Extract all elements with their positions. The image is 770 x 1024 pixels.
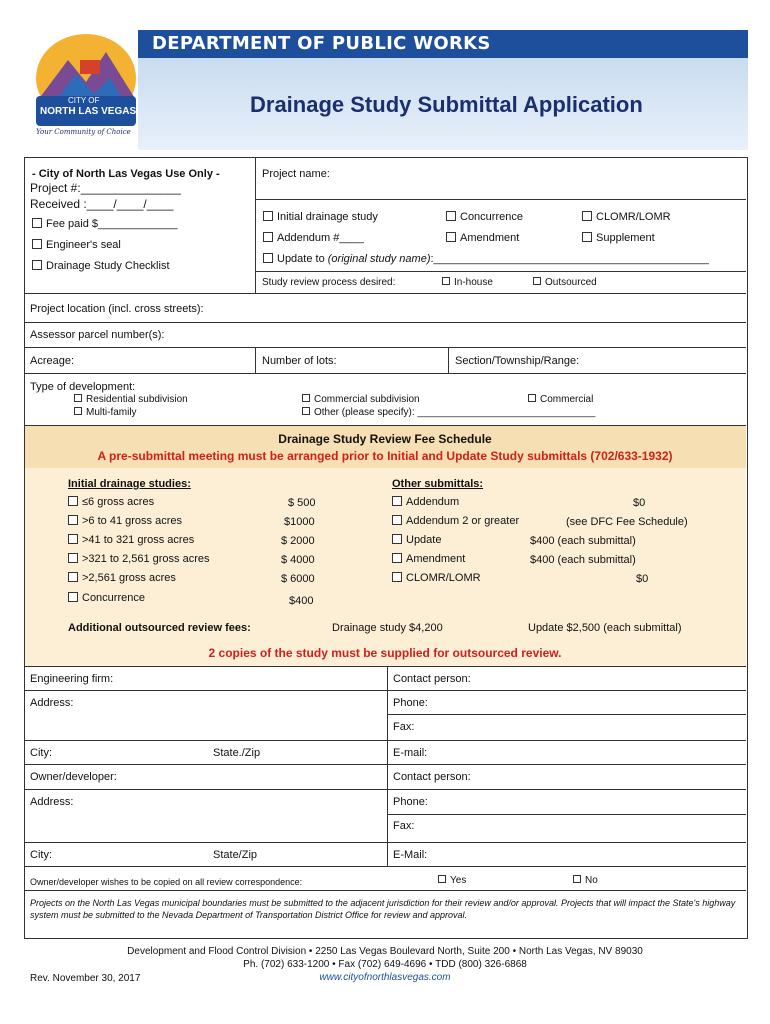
dev-commercial-sub bbox=[302, 394, 420, 406]
commercial-checkbox[interactable] bbox=[528, 394, 536, 402]
other-label: Other (please specify): ________________________________ bbox=[314, 407, 596, 418]
other-header: Other submittals: bbox=[392, 478, 484, 490]
outsourced-checkbox[interactable] bbox=[533, 277, 541, 285]
other-fee-checkbox[interactable] bbox=[392, 534, 402, 544]
fee-paid-checkbox[interactable] bbox=[32, 218, 42, 228]
received-date-field[interactable]: Received :____/____/____ bbox=[30, 197, 174, 211]
initial-row-6 bbox=[68, 592, 145, 605]
other-row-2 bbox=[392, 515, 519, 528]
logo-emblem-icon bbox=[28, 30, 143, 140]
checklist-label: Drainage Study Checklist bbox=[46, 260, 170, 272]
owner-state-label: State/Zip bbox=[213, 849, 258, 861]
footer-website[interactable]: www.cityofnorthlasvegas.com bbox=[319, 972, 451, 983]
outsourced-label: Additional outsourced review fees: bbox=[68, 622, 251, 634]
dev-type-label: Type of development: bbox=[30, 381, 136, 393]
initial-fee-checkbox[interactable] bbox=[68, 553, 78, 563]
fee-paid-row bbox=[32, 218, 178, 231]
owner-email-label: E-Mail: bbox=[393, 849, 428, 861]
initial-fee-4: $ 4000 bbox=[281, 554, 315, 566]
copy-divider bbox=[24, 890, 746, 891]
type-addendum bbox=[263, 232, 364, 245]
owner-divider-2 bbox=[387, 814, 746, 815]
amendment-checkbox[interactable] bbox=[446, 232, 456, 242]
concurrence-checkbox[interactable] bbox=[446, 211, 456, 221]
initial-fee-2: $1000 bbox=[284, 516, 315, 528]
revision-date: Rev. November 30, 2017 bbox=[30, 973, 141, 984]
initial-study-checkbox[interactable] bbox=[263, 211, 273, 221]
review-outsourced bbox=[533, 277, 597, 289]
eng-state-label: State./Zip bbox=[213, 747, 261, 759]
eng-divider-1 bbox=[24, 690, 746, 691]
initial-fee-6: $400 bbox=[289, 595, 314, 607]
residential-label: Residential subdivision bbox=[86, 394, 188, 405]
other-checkbox[interactable] bbox=[302, 407, 310, 415]
apn-label: Assessor parcel number(s): bbox=[30, 329, 165, 341]
office-use-divider bbox=[255, 157, 256, 293]
logo-name: NORTH LAS VEGAS bbox=[40, 106, 137, 117]
copy-no-checkbox[interactable] bbox=[573, 875, 581, 883]
row-divider-3 bbox=[24, 347, 746, 348]
copy-no-label: No bbox=[585, 875, 598, 886]
acreage-label: Acreage: bbox=[30, 355, 75, 367]
concurrence-label: Concurrence bbox=[460, 211, 523, 223]
project-name-divider bbox=[255, 199, 746, 200]
initial-fee-label: >41 to 321 gross acres bbox=[82, 534, 195, 546]
owner-label: Owner/developer: bbox=[30, 771, 117, 783]
review-divider bbox=[255, 271, 746, 272]
eng-fax-label: Fax: bbox=[393, 721, 415, 733]
copies-notice: 2 copies of the study must be supplied for outsourced review. bbox=[208, 646, 562, 660]
other-row-3 bbox=[392, 534, 441, 547]
engineers-seal-checkbox[interactable] bbox=[32, 239, 42, 249]
lots-label: Number of lots: bbox=[262, 355, 337, 367]
initial-fee-1: $ 500 bbox=[288, 497, 316, 509]
eng-divider-3 bbox=[24, 740, 746, 741]
initial-fee-label: >321 to 2,561 gross acres bbox=[82, 553, 210, 565]
initial-fee-checkbox[interactable] bbox=[68, 572, 78, 582]
type-update bbox=[263, 253, 709, 266]
other-row-4 bbox=[392, 553, 465, 566]
initial-fee-5: $ 6000 bbox=[281, 573, 315, 585]
eng-phone-label: Phone: bbox=[393, 697, 428, 709]
clomr-label: CLOMR/LOMR bbox=[596, 211, 671, 223]
initial-row-3 bbox=[68, 534, 194, 547]
outsourced-label: Outsourced bbox=[545, 277, 597, 288]
dev-commercial bbox=[528, 394, 593, 406]
type-concurrence bbox=[446, 211, 523, 224]
engineers-seal-row bbox=[32, 239, 121, 252]
checklist-checkbox[interactable] bbox=[32, 260, 42, 270]
project-number-field[interactable]: Project #:_______________ bbox=[30, 181, 181, 195]
type-clomr bbox=[582, 211, 671, 224]
other-fee-label: Amendment bbox=[406, 553, 466, 565]
eng-top-divider bbox=[24, 666, 746, 667]
owner-top-divider bbox=[24, 764, 746, 765]
other-fee-5: $0 bbox=[636, 573, 649, 585]
eng-address-label: Address: bbox=[30, 697, 74, 709]
review-inhouse bbox=[442, 277, 493, 289]
other-fee-label: Addendum 2 or greater bbox=[406, 515, 520, 527]
initial-fee-checkbox[interactable] bbox=[68, 534, 78, 544]
multifamily-label: Multi-family bbox=[86, 407, 137, 418]
eng-divider-2 bbox=[387, 714, 746, 715]
residential-checkbox[interactable] bbox=[74, 394, 82, 402]
checklist-row bbox=[32, 260, 170, 273]
other-fee-1: $0 bbox=[633, 497, 646, 509]
owner-city-label: City: bbox=[30, 849, 52, 861]
location-label: Project location (incl. cross streets): bbox=[30, 303, 204, 315]
initial-fee-label: Concurrence bbox=[82, 592, 145, 604]
type-supplement bbox=[582, 232, 655, 245]
form-title: Drainage Study Submittal Application bbox=[250, 92, 643, 117]
other-fee-checkbox[interactable] bbox=[392, 572, 402, 582]
update-line[interactable]: :_____________________________________________ bbox=[430, 253, 709, 265]
update-checkbox[interactable] bbox=[263, 253, 273, 263]
addendum-label: Addendum #____ bbox=[277, 232, 364, 244]
other-fee-checkbox[interactable] bbox=[392, 496, 402, 506]
commercial-sub-label: Commercial subdivision bbox=[314, 394, 420, 405]
other-row-5 bbox=[392, 572, 481, 585]
outsourced-update: Update $2,500 (each submittal) bbox=[528, 622, 682, 634]
eng-email-label: E-mail: bbox=[393, 747, 428, 759]
review-label: Study review process desired: bbox=[262, 277, 396, 288]
initial-row-4 bbox=[68, 553, 210, 566]
initial-row-5 bbox=[68, 572, 176, 585]
logo-tagline: Your Community of Choice bbox=[36, 128, 131, 136]
dev-multifamily bbox=[74, 407, 137, 419]
owner-address-label: Address: bbox=[30, 796, 74, 808]
acreage-divider bbox=[255, 347, 256, 373]
initial-fee-checkbox[interactable] bbox=[68, 515, 78, 525]
str-label: Section/Township/Range: bbox=[455, 355, 580, 367]
inhouse-label: In-house bbox=[454, 277, 493, 288]
owner-fax-label: Fax: bbox=[393, 820, 415, 832]
owner-divider-4 bbox=[24, 866, 746, 867]
eng-city-label: City: bbox=[30, 747, 52, 759]
other-fee-label: Addendum bbox=[406, 496, 460, 508]
owner-contact-label: Contact person: bbox=[393, 771, 471, 783]
other-fee-4: $400 (each submittal) bbox=[530, 554, 636, 566]
copy-label: Owner/developer wishes to be copied on all review correspondence: bbox=[30, 877, 303, 887]
initial-header: Initial drainage studies: bbox=[68, 478, 191, 490]
row-divider-2 bbox=[24, 322, 746, 323]
initial-row-2 bbox=[68, 515, 182, 528]
other-fee-label: CLOMR/LOMR bbox=[406, 572, 481, 584]
update-label: Update to bbox=[277, 253, 325, 265]
other-fee-checkbox[interactable] bbox=[392, 553, 402, 563]
footer-line-2: Ph. (702) 633-1200 • Fax (702) 649-4696 • TDD (800) 326-6868 bbox=[243, 959, 527, 970]
fee-notice: A pre-submittal meeting must be arranged prior to Initial and Update Study submittals (702/633-1932) bbox=[97, 449, 673, 463]
outsourced-drainage: Drainage study $4,200 bbox=[332, 622, 443, 634]
update-italic: (original study name) bbox=[327, 253, 431, 265]
inhouse-checkbox[interactable] bbox=[442, 277, 450, 285]
copy-no bbox=[573, 875, 598, 887]
initial-row-1 bbox=[68, 496, 154, 509]
other-fee-3: $400 (each submittal) bbox=[530, 535, 636, 547]
commercial-sub-checkbox[interactable] bbox=[302, 394, 310, 402]
eng-firm-label: Engineering firm: bbox=[30, 673, 114, 685]
owner-col-divider bbox=[387, 764, 388, 866]
footer-line-1: Development and Flood Control Division • 2250 Las Vegas Boulevard North, Suite 200 • North Las Vegas, NV 89030 bbox=[127, 946, 643, 957]
multifamily-checkbox[interactable] bbox=[74, 407, 82, 415]
logo-city-of: CITY OF bbox=[68, 96, 100, 105]
owner-phone-label: Phone: bbox=[393, 796, 428, 808]
lots-divider bbox=[448, 347, 449, 373]
initial-fee-3: $ 2000 bbox=[281, 535, 315, 547]
dept-title: DEPARTMENT OF PUBLIC WORKS bbox=[152, 33, 491, 54]
project-name-label: Project name: bbox=[262, 168, 330, 180]
dev-residential bbox=[74, 394, 188, 406]
type-initial bbox=[263, 211, 378, 224]
header-banner bbox=[28, 30, 748, 150]
other-fee-2: (see DFC Fee Schedule) bbox=[566, 516, 688, 528]
addendum-checkbox[interactable] bbox=[263, 232, 273, 242]
commercial-label: Commercial bbox=[540, 394, 594, 405]
eng-contact-label: Contact person: bbox=[393, 673, 471, 685]
jurisdiction-note: Projects on the North Las Vegas municipal boundaries must be submitted to the adjacent jurisdiction for their review and/or approval. Projects that will impact the State's highway system must be submitted to the Nevada Department of Transportation District Office for review and approval. bbox=[30, 898, 736, 920]
owner-divider-1 bbox=[24, 789, 746, 790]
other-row-1 bbox=[392, 496, 459, 509]
other-fee-checkbox[interactable] bbox=[392, 515, 402, 525]
initial-study-label: Initial drainage study bbox=[277, 211, 378, 223]
dev-other bbox=[302, 407, 595, 419]
fee-paid-label: Fee paid $_____________ bbox=[46, 218, 178, 230]
supplement-checkbox[interactable] bbox=[582, 232, 592, 242]
initial-fee-checkbox[interactable] bbox=[68, 592, 78, 602]
copy-yes-label: Yes bbox=[450, 875, 467, 886]
initial-fee-checkbox[interactable] bbox=[68, 496, 78, 506]
copy-yes-checkbox[interactable] bbox=[438, 875, 446, 883]
fee-title: Drainage Study Review Fee Schedule bbox=[278, 432, 492, 446]
eng-col-divider bbox=[387, 666, 388, 764]
initial-fee-label: >6 to 41 gross acres bbox=[82, 515, 182, 527]
supplement-label: Supplement bbox=[596, 232, 655, 244]
row-divider-1 bbox=[24, 293, 746, 294]
row-divider-4 bbox=[24, 373, 746, 374]
type-amendment bbox=[446, 232, 519, 245]
copy-yes bbox=[438, 875, 466, 887]
initial-fee-label: >2,561 gross acres bbox=[82, 572, 176, 584]
amendment-label: Amendment bbox=[460, 232, 520, 244]
initial-fee-label: ≤6 gross acres bbox=[82, 496, 155, 508]
city-logo bbox=[28, 30, 143, 140]
other-fee-label: Update bbox=[406, 534, 442, 546]
owner-divider-3 bbox=[24, 842, 746, 843]
office-use-title: - City of North Las Vegas Use Only - bbox=[32, 168, 220, 180]
clomr-checkbox[interactable] bbox=[582, 211, 592, 221]
engineers-seal-label: Engineer's seal bbox=[46, 239, 121, 251]
